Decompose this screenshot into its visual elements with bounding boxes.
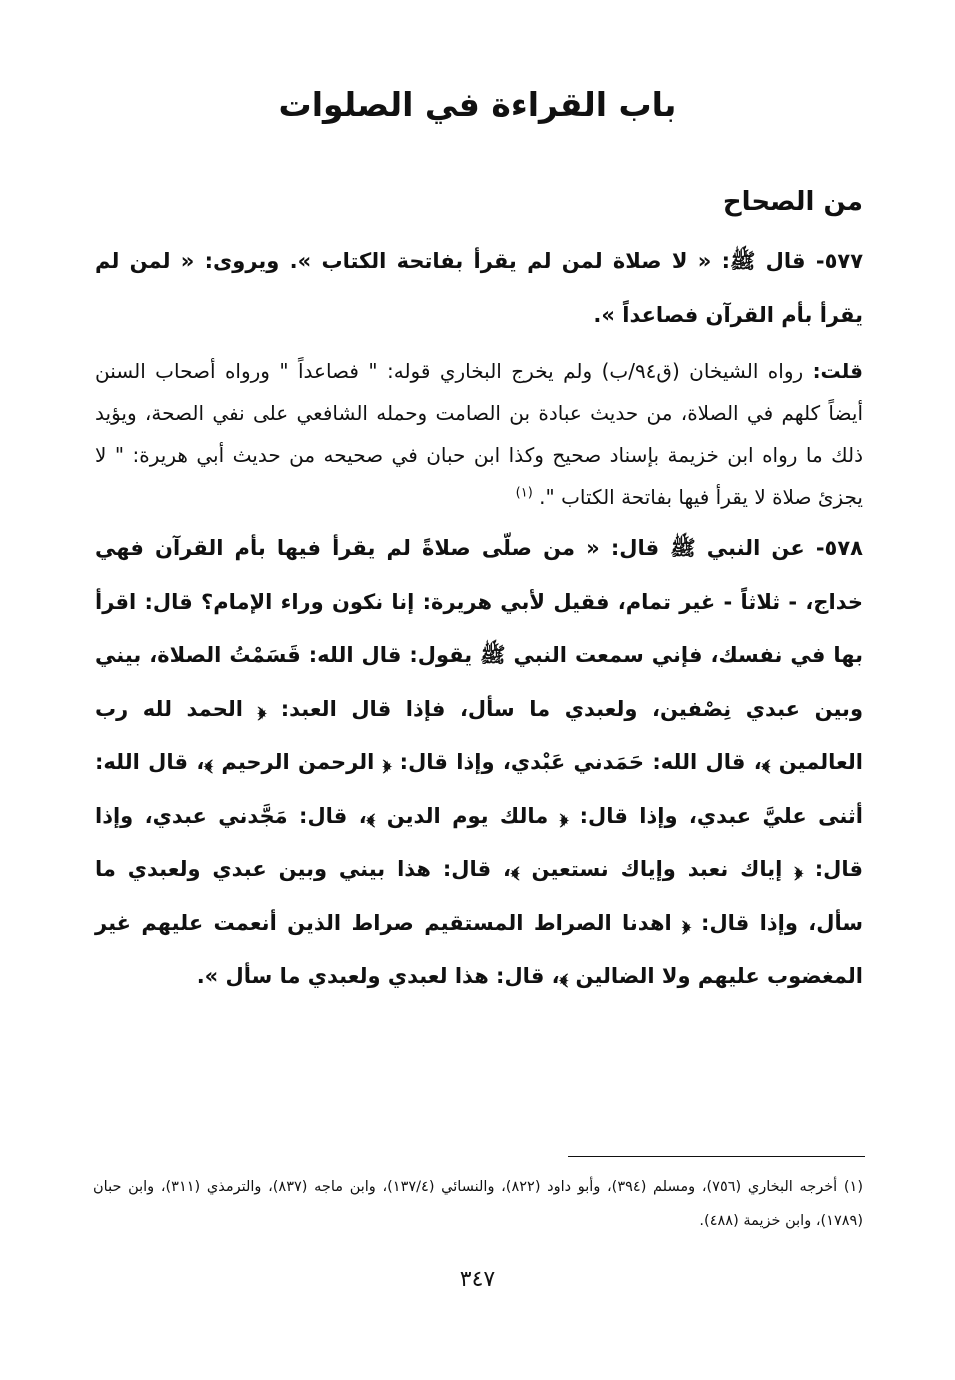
hadith-text: عن النبي ﷺ قال: « من صلّى صلاةً لم يقرأ فيها بأم القرآن فهي خداج، - ثلاثاً - غير تمام، فقيل لأبي هريرة: إنا نكون وراء الإمام؟ قال: اقرأ بها في نفسك، فإني سمعت النبي ﷺ يقول: قال الله: قَسَمْتُ الصلاة، بيني وبين عبدي نِصْفين، ولعبدي ما سأل، فإذا قال العبد: ﴿ الحمد لله رب العالمين ﴾، قال الله: حَمَدني عَبْدي، وإذا قال: ﴿ الرحمن الرحيم ﴾، قال الله: أثنى عليَّ عبدي، وإذا قال: ﴿ مالك يوم الدين ﴾، قال: مَجَّدني عبدي، وإذا قال: ﴿ إياك نعبد وإياك نستعين ﴾، قال: هذا بيني وبين عبدي ولعبدي ما سأل، وإذا قال: ﴿ اهدنا الصراط المستقيم صراط الذين أنعمت عليهم غير المغضوب عليهم ولا الضالين ﴾، قال: هذا لعبدي ولعبدي ما سأل ». [95, 536, 863, 988]
chapter-title: باب القراءة في الصلوات [278, 85, 677, 124]
commentary-text: رواه الشيخان (ق٩٤/ب) ولم يخرج البخاري قوله: " فصاعداً " ورواه أصحاب السنن أيضاً كلهم في الصلاة، من حديث عبادة بن الصامت وحمله الشافعي على نفي الصحة، ويؤيد ذلك ما رواه ابن خزيمة بإسناد صحيح وكذا ابن حبان في صحيحه من حديث أبي هريرة: " لا يجزئ صلاة لا يقرأ فيها بفاتحة الكتاب ". [95, 359, 863, 509]
hadith-578 [95, 522, 863, 1004]
hadith-number: ٥٧٧- [815, 249, 864, 273]
main-text [95, 235, 863, 1004]
commentary-paragraph [95, 350, 863, 518]
page-number: ٣٤٧ [459, 1267, 496, 1292]
hadith-number: ٥٧٨- [815, 536, 863, 560]
hadith-577 [95, 235, 863, 342]
hadith-text: قال ﷺ: « لا صلاة لمن لم يقرأ بفاتحة الكتاب ». ويروى: « لمن لم يقرأ بأم القرآن فصاعداً ». [95, 249, 863, 327]
footnote-divider [568, 1156, 865, 1157]
commentary-label: قلت: [812, 359, 863, 383]
footnotes [93, 1170, 863, 1238]
footnote-1: (١) أخرجه البخاري (٧٥٦)، ومسلم (٣٩٤)، وأبو داود (٨٢٢)، والنسائي (١٣٧/٤)، وابن ماجه (٨٣٧)، والترمذي (٣١١)، وابن حبان (١٧٨٩)، وابن خزيمة (٤٨٨). [93, 1179, 863, 1229]
section-heading: من الصحاح [722, 187, 863, 217]
footnote-reference: (١) [515, 485, 533, 501]
